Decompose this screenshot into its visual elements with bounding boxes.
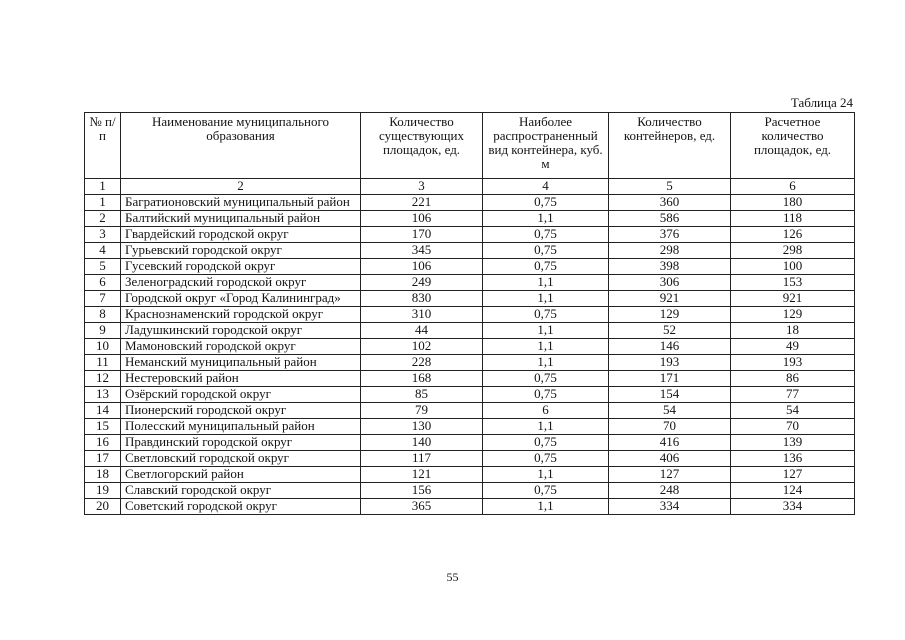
container-type-cell: 1,1 (483, 419, 609, 435)
table-row (85, 387, 855, 403)
container-count-cell: 52 (609, 323, 731, 339)
estimated-sites-cell: 54 (731, 403, 855, 419)
table-row (85, 259, 855, 275)
existing-sites-cell: 310 (361, 307, 483, 323)
container-count-cell: 360 (609, 195, 731, 211)
estimated-sites-cell: 153 (731, 275, 855, 291)
row-number-cell: 1 (85, 195, 121, 211)
container-count-cell: 129 (609, 307, 731, 323)
municipality-cell: Балтийский муниципальный район (121, 211, 361, 227)
estimated-sites-cell: 100 (731, 259, 855, 275)
container-type-cell: 1,1 (483, 211, 609, 227)
row-number-cell: 19 (85, 483, 121, 499)
existing-sites-cell: 156 (361, 483, 483, 499)
estimated-sites-cell: 77 (731, 387, 855, 403)
estimated-sites-cell: 334 (731, 499, 855, 515)
container-type-cell: 1,1 (483, 291, 609, 307)
container-count-cell: 921 (609, 291, 731, 307)
container-type-cell: 0,75 (483, 195, 609, 211)
container-count-cell: 416 (609, 435, 731, 451)
container-count-cell: 193 (609, 355, 731, 371)
municipality-cell: Зеленоградский городской округ (121, 275, 361, 291)
table-row (85, 467, 855, 483)
municipality-cell: Полесский муниципальный район (121, 419, 361, 435)
municipality-cell: Гурьевский городской округ (121, 243, 361, 259)
municipality-cell: Светловский городской округ (121, 451, 361, 467)
page-number: 55 (446, 570, 459, 584)
row-number-cell: 11 (85, 355, 121, 371)
municipality-cell: Пионерский городской округ (121, 403, 361, 419)
column-number: 3 (361, 179, 483, 195)
table-row (85, 243, 855, 259)
row-number-cell: 13 (85, 387, 121, 403)
row-number-cell: 15 (85, 419, 121, 435)
row-number-cell: 12 (85, 371, 121, 387)
container-type-cell: 0,75 (483, 483, 609, 499)
container-count-cell: 127 (609, 467, 731, 483)
row-number-cell: 20 (85, 499, 121, 515)
container-type-cell: 1,1 (483, 467, 609, 483)
existing-sites-cell: 102 (361, 339, 483, 355)
existing-sites-cell: 106 (361, 211, 483, 227)
container-count-cell: 248 (609, 483, 731, 499)
header-container-count: Количество контейнеров, ед. (609, 113, 731, 179)
table-row (85, 275, 855, 291)
existing-sites-cell: 121 (361, 467, 483, 483)
container-type-cell: 0,75 (483, 371, 609, 387)
estimated-sites-cell: 18 (731, 323, 855, 339)
municipality-cell: Светлогорский район (121, 467, 361, 483)
container-type-cell: 0,75 (483, 435, 609, 451)
estimated-sites-cell: 193 (731, 355, 855, 371)
municipality-cell: Нестеровский район (121, 371, 361, 387)
existing-sites-cell: 221 (361, 195, 483, 211)
table-row (85, 291, 855, 307)
container-type-cell: 0,75 (483, 227, 609, 243)
table-row (85, 499, 855, 515)
container-type-cell: 1,1 (483, 275, 609, 291)
table-body (85, 195, 855, 515)
table-row (85, 339, 855, 355)
municipality-cell: Ладушкинский городской округ (121, 323, 361, 339)
row-number-cell: 14 (85, 403, 121, 419)
row-number-cell: 4 (85, 243, 121, 259)
existing-sites-cell: 85 (361, 387, 483, 403)
row-number-cell: 5 (85, 259, 121, 275)
row-number-cell: 18 (85, 467, 121, 483)
table-row (85, 451, 855, 467)
table-row (85, 195, 855, 211)
estimated-sites-cell: 127 (731, 467, 855, 483)
estimated-sites-cell: 70 (731, 419, 855, 435)
column-number: 1 (85, 179, 121, 195)
estimated-sites-cell: 921 (731, 291, 855, 307)
container-count-cell: 298 (609, 243, 731, 259)
existing-sites-cell: 249 (361, 275, 483, 291)
existing-sites-cell: 106 (361, 259, 483, 275)
existing-sites-cell: 228 (361, 355, 483, 371)
header-existing-sites: Количество существующих площадок, ед. (361, 113, 483, 179)
container-type-cell: 0,75 (483, 451, 609, 467)
table-caption: Таблица 24 (790, 95, 853, 110)
container-count-cell: 70 (609, 419, 731, 435)
container-type-cell: 6 (483, 403, 609, 419)
table-row (85, 355, 855, 371)
column-number: 4 (483, 179, 609, 195)
container-count-cell: 171 (609, 371, 731, 387)
estimated-sites-cell: 129 (731, 307, 855, 323)
existing-sites-cell: 830 (361, 291, 483, 307)
municipality-cell: Мамоновский городской округ (121, 339, 361, 355)
container-count-cell: 398 (609, 259, 731, 275)
column-number-row (85, 179, 855, 195)
container-type-cell: 0,75 (483, 259, 609, 275)
row-number-cell: 16 (85, 435, 121, 451)
container-count-cell: 306 (609, 275, 731, 291)
existing-sites-cell: 345 (361, 243, 483, 259)
table-row (85, 435, 855, 451)
container-count-cell: 334 (609, 499, 731, 515)
container-type-cell: 1,1 (483, 339, 609, 355)
header-container-type: Наиболее распространенный вид контейнера, куб. м (483, 113, 609, 179)
row-number-cell: 9 (85, 323, 121, 339)
container-count-cell: 376 (609, 227, 731, 243)
existing-sites-cell: 168 (361, 371, 483, 387)
container-count-cell: 406 (609, 451, 731, 467)
estimated-sites-cell: 49 (731, 339, 855, 355)
table-row (85, 403, 855, 419)
estimated-sites-cell: 118 (731, 211, 855, 227)
table-row (85, 211, 855, 227)
container-type-cell: 1,1 (483, 323, 609, 339)
existing-sites-cell: 117 (361, 451, 483, 467)
municipality-cell: Городской округ «Город Калининград» (121, 291, 361, 307)
row-number-cell: 6 (85, 275, 121, 291)
column-number: 5 (609, 179, 731, 195)
table-row (85, 419, 855, 435)
container-type-cell: 1,1 (483, 499, 609, 515)
row-number-cell: 17 (85, 451, 121, 467)
container-type-cell: 1,1 (483, 355, 609, 371)
municipality-cell: Озёрский городской округ (121, 387, 361, 403)
municipality-cell: Багратионовский муниципальный район (121, 195, 361, 211)
estimated-sites-cell: 298 (731, 243, 855, 259)
container-count-cell: 154 (609, 387, 731, 403)
municipality-cell: Славский городской округ (121, 483, 361, 499)
estimated-sites-cell: 136 (731, 451, 855, 467)
container-count-cell: 54 (609, 403, 731, 419)
table-header-row (85, 113, 855, 179)
municipality-cell: Гвардейский городской округ (121, 227, 361, 243)
existing-sites-cell: 365 (361, 499, 483, 515)
municipality-cell: Советский городской округ (121, 499, 361, 515)
municipality-cell: Краснознаменский городской округ (121, 307, 361, 323)
header-municipality: Наименование муниципального образования (121, 113, 361, 179)
existing-sites-cell: 130 (361, 419, 483, 435)
header-estimated-sites: Расчетное количество площадок, ед. (731, 113, 855, 179)
estimated-sites-cell: 124 (731, 483, 855, 499)
row-number-cell: 7 (85, 291, 121, 307)
row-number-cell: 3 (85, 227, 121, 243)
estimated-sites-cell: 180 (731, 195, 855, 211)
existing-sites-cell: 140 (361, 435, 483, 451)
estimated-sites-cell: 139 (731, 435, 855, 451)
estimated-sites-cell: 86 (731, 371, 855, 387)
waste-sites-table (84, 112, 855, 515)
table-row (85, 371, 855, 387)
container-count-cell: 146 (609, 339, 731, 355)
container-type-cell: 0,75 (483, 243, 609, 259)
existing-sites-cell: 44 (361, 323, 483, 339)
existing-sites-cell: 79 (361, 403, 483, 419)
table-row (85, 483, 855, 499)
estimated-sites-cell: 126 (731, 227, 855, 243)
municipality-cell: Правдинский городской округ (121, 435, 361, 451)
container-type-cell: 0,75 (483, 387, 609, 403)
column-number: 2 (121, 179, 361, 195)
existing-sites-cell: 170 (361, 227, 483, 243)
table-row (85, 307, 855, 323)
row-number-cell: 10 (85, 339, 121, 355)
municipality-cell: Неманский муниципальный район (121, 355, 361, 371)
header-number: № п/п (85, 113, 121, 179)
column-number: 6 (731, 179, 855, 195)
container-type-cell: 0,75 (483, 307, 609, 323)
row-number-cell: 2 (85, 211, 121, 227)
container-count-cell: 586 (609, 211, 731, 227)
table-row (85, 323, 855, 339)
table-row (85, 227, 855, 243)
municipality-cell: Гусевский городской округ (121, 259, 361, 275)
row-number-cell: 8 (85, 307, 121, 323)
